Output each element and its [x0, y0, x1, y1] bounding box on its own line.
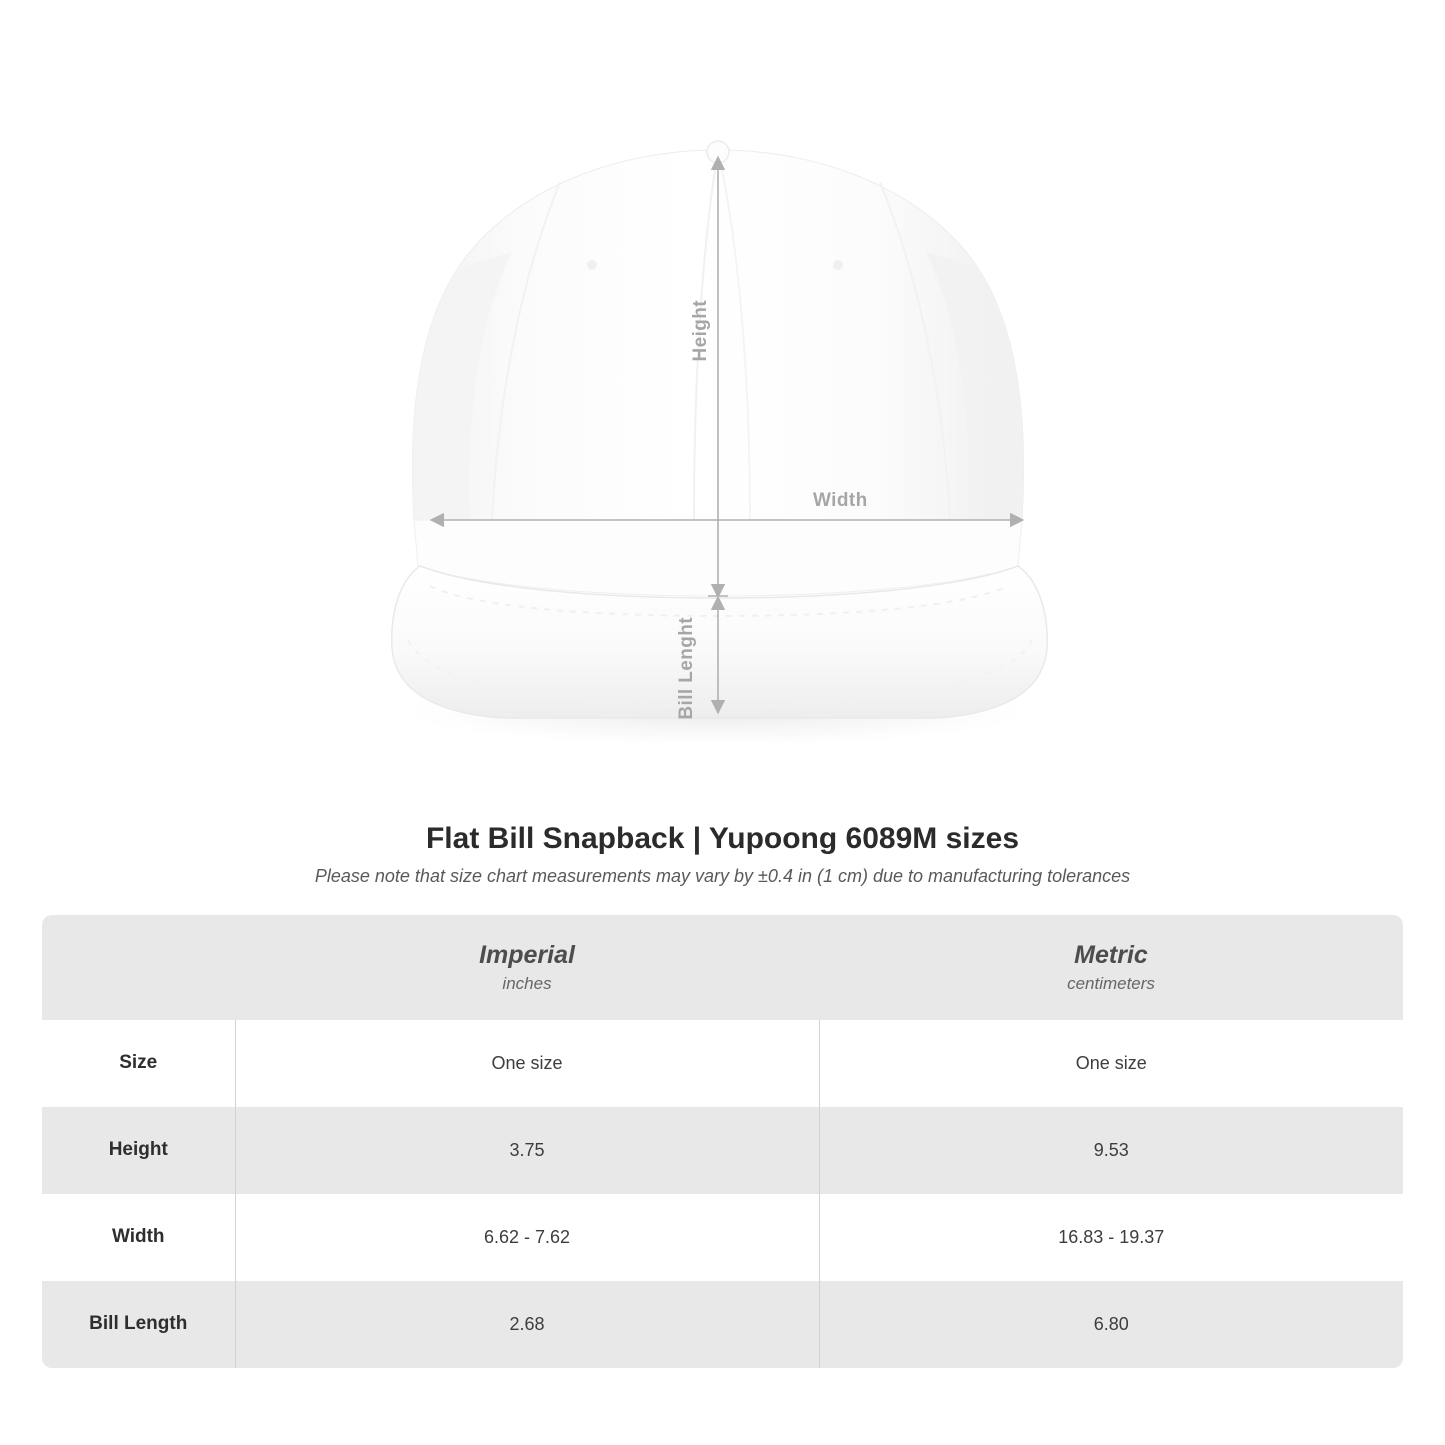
size-table-container — [42, 915, 1403, 1368]
header-metric — [819, 915, 1403, 1020]
header-metric-unit: centimeters — [1067, 973, 1155, 993]
cell-height-imperial: 3.75 — [235, 1107, 819, 1194]
table-row — [42, 1107, 1403, 1194]
bill-length-dimension-label — [676, 617, 698, 720]
table-row — [42, 1020, 1403, 1107]
height-dimension-label: Height — [690, 300, 711, 362]
width-dimension-label: Width — [813, 490, 868, 511]
table-header-row — [42, 915, 1403, 1020]
row-label-width: Width — [42, 1194, 235, 1281]
bill-length-label-line2: Lenght — [676, 617, 697, 683]
cell-width-metric: 16.83 - 19.37 — [819, 1194, 1403, 1281]
row-label-size: Size — [42, 1020, 235, 1107]
cell-size-metric: One size — [819, 1020, 1403, 1107]
size-table — [42, 915, 1403, 1368]
cell-width-imperial: 6.62 - 7.62 — [235, 1194, 819, 1281]
row-label-height: Height — [42, 1107, 235, 1194]
header-imperial-name: Imperial — [479, 941, 575, 969]
cell-bill-length-imperial: 2.68 — [235, 1281, 819, 1368]
row-label-bill-length: Bill Length — [42, 1281, 235, 1368]
tolerance-note: Please note that size chart measurements may vary by ±0.4 in (1 cm) due to manufacturing tolerances — [314, 866, 1131, 886]
table-row — [42, 1194, 1403, 1281]
page-title: Flat Bill Snapback | Yupoong 6089M sizes — [425, 822, 1019, 855]
cell-bill-length-metric: 6.80 — [819, 1281, 1403, 1368]
cell-height-metric: 9.53 — [819, 1107, 1403, 1194]
header-imperial-unit: inches — [502, 973, 552, 993]
table-row — [42, 1281, 1403, 1368]
header-metric-name: Metric — [1074, 941, 1148, 969]
cell-size-imperial: One size — [235, 1020, 819, 1107]
bill-length-label-line1: Bill — [676, 688, 697, 720]
title-block — [0, 822, 1445, 887]
header-corner-cell — [42, 915, 235, 1020]
header-imperial — [235, 915, 819, 1020]
